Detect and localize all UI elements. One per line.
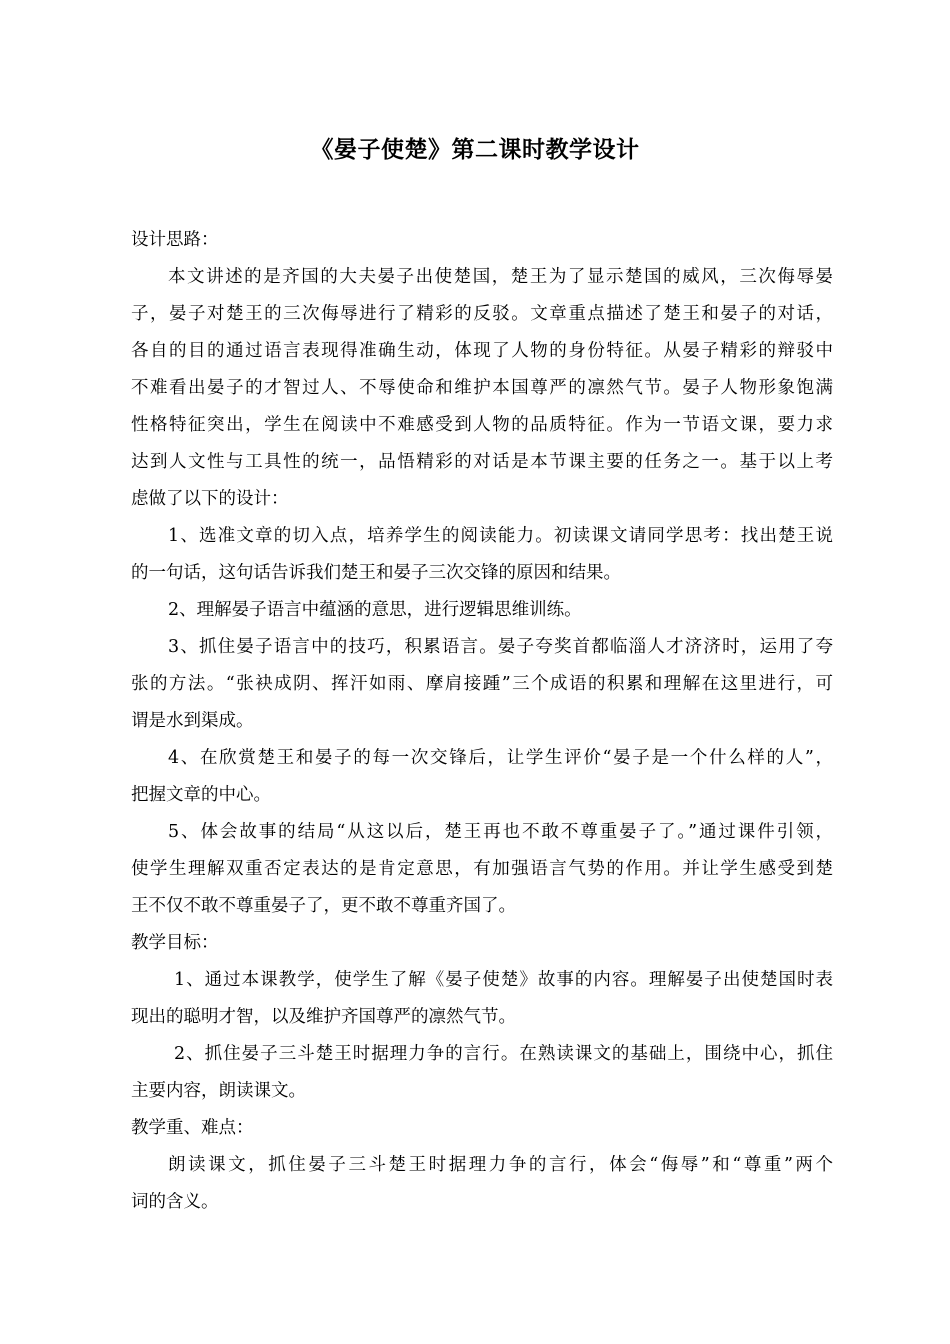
paragraph [131,629,833,740]
paragraph-line: 2、抓住晏子三斗楚王时据理力争的言行。在熟读课文的基础上，围绕中心，抓住 [174,1044,833,1064]
document-section [131,1110,833,1221]
paragraph-line: 使学生理解双重否定表达的是肯定意思，有加强语言气势的作用。并让学生感受到楚 [131,859,833,879]
paragraph-line: 把握文章的中心。 [131,785,271,805]
paragraph-line: 王不仅不敢不尊重晏子了，更不敢不尊重齐国了。 [131,896,516,916]
paragraph-line: 不难看出晏子的才智过人、不辱使命和维护本国尊严的凛然气节。晏子人物形象饱满 [131,378,833,398]
section-heading: 教学重、难点： [131,1118,254,1138]
paragraph-line: 现出的聪明才智，以及维护齐国尊严的凛然气节。 [131,1007,516,1027]
paragraph-line: 张的方法。“张袂成阴、挥汗如雨、摩肩接踵”三个成语的积累和理解在这里进行，可 [131,674,833,694]
paragraph-line: 主要内容，朗读课文。 [131,1081,306,1101]
section-heading: 设计思路： [131,230,219,250]
paragraph-line: 4、在欣赏楚王和晏子的每一次交锋后，让学生评价“晏子是一个什么样的人”， [168,748,833,768]
paragraph [131,592,833,629]
paragraph-line: 性格特征突出，学生在阅读中不难感受到人物的品质特征。作为一节语文课，要力求 [131,415,833,435]
paragraph-line: 2、理解晏子语言中蕴涵的意思，进行逻辑思维训练。 [168,600,582,620]
paragraph-line: 朗读课文，抓住晏子三斗楚王时据理力争的言行，体会“侮辱”和“尊重”两个 [168,1155,833,1175]
paragraph-line: 子，晏子对楚王的三次侮辱进行了精彩的反驳。文章重点描述了楚王和晏子的对话， [131,304,833,324]
paragraph-line: 3、抓住晏子语言中的技巧，积累语言。晏子夸奖首都临淄人才济济时，运用了夸 [168,637,833,657]
paragraph-line: 达到人文性与工具性的统一，品悟精彩的对话是本节课主要的任务之一。基于以上考 [131,452,833,472]
paragraph [131,1147,833,1221]
paragraph [131,814,833,925]
document-section [131,925,833,1110]
paragraph-line: 词的含义。 [131,1192,219,1212]
paragraph-line: 的一句话，这句话告诉我们楚王和晏子三次交锋的原因和结果。 [131,563,621,583]
paragraph [131,259,833,518]
paragraph-line: 1、通过本课教学，使学生了解《晏子使楚》故事的内容。理解晏子出使楚国时表 [174,970,833,990]
paragraph [131,1036,833,1110]
section-heading: 教学目标： [131,933,219,953]
paragraph [131,740,833,814]
document-title: 《晏子使楚》第二课时教学设计 [310,137,640,163]
paragraph-line: 5、体会故事的结局“从这以后，楚王再也不敢不尊重晏子了。”通过课件引领， [168,822,833,842]
document-section [131,222,833,925]
paragraph [131,962,833,1036]
paragraph-line: 虑做了以下的设计： [131,489,289,509]
paragraph-line: 本文讲述的是齐国的大夫晏子出使楚国，楚王为了显示楚国的威风，三次侮辱晏 [168,267,833,287]
paragraph-line: 各自的目的通过语言表现得准确生动，体现了人物的身份特征。从晏子精彩的辩驳中 [131,341,833,361]
document-body [131,222,833,1221]
paragraph [131,518,833,592]
paragraph-line: 1、选准文章的切入点，培养学生的阅读能力。初读课文请同学思考：找出楚王说 [168,526,833,546]
paragraph-line: 谓是水到渠成。 [131,711,254,731]
